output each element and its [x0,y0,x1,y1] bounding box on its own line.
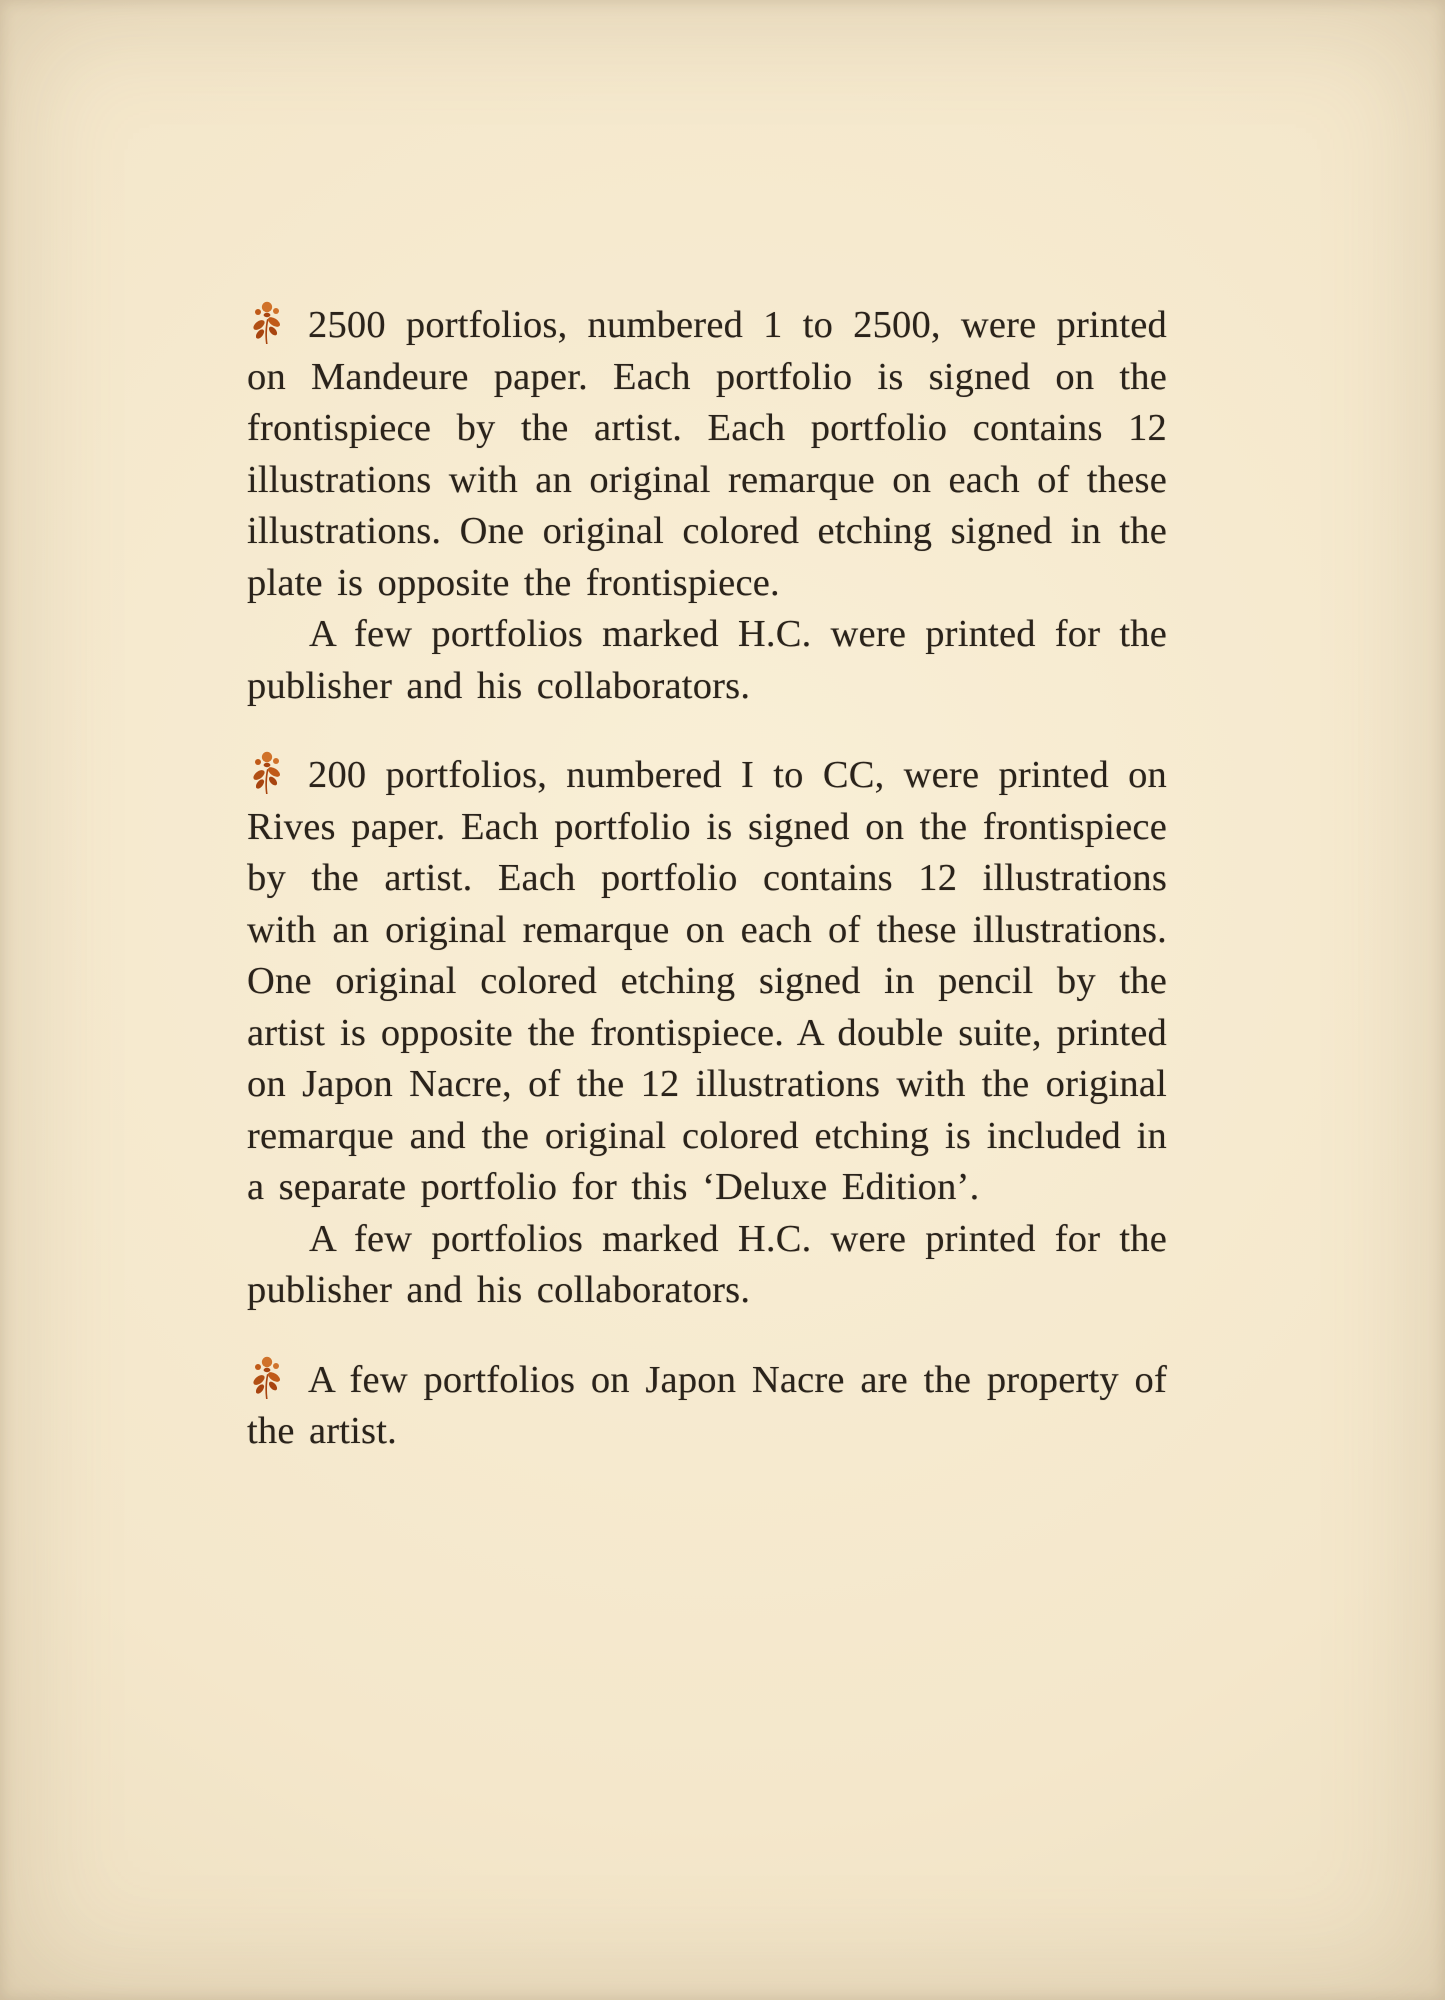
fleuron-icon [247,298,285,346]
colophon-text [247,298,1167,1458]
edition-rives-text: 200 portfolios, numbered I to CC, were printed on Rives paper. Each portfolio is signed on the frontispiece by the artist. Each portfolio contains 12 illustrations with an original remarque on each of these illustrations. One original colored etching signed in pencil by the artist is opposite the frontispiece. A double suite, printed on Japon Nacre, of the 12 illustrations with the original remarque and the original colored etching is included in a separate portfolio for this ‘Deluxe Edition’. [247,754,1167,1208]
japon-nacre-paragraph [247,1353,1167,1458]
fleuron-icon [247,1353,285,1401]
fleuron-icon [247,748,285,796]
japon-nacre-text: A few portfolios on Japon Nacre are the property of the artist. [247,1358,1167,1452]
edition-paragraph-mandeure [247,298,1167,609]
edition-mandeure-text: 2500 portfolios, numbered 1 to 2500, were printed on Mandeure paper. Each portfolio is signed on the frontispiece by the artist. Each portfolio contains 12 illustrations with an original remarque on each of these illustrations. One original colored etching signed in the plate is opposite the frontispiece. [247,304,1167,604]
hc-note-paragraph-2: A few portfolios marked H.C. were printed for the publisher and his collaborators. [247,1217,1167,1311]
edition-paragraph-rives [247,748,1167,1214]
hc-note-paragraph-1: A few portfolios marked H.C. were printed for the publisher and his collaborators. [247,613,1167,707]
